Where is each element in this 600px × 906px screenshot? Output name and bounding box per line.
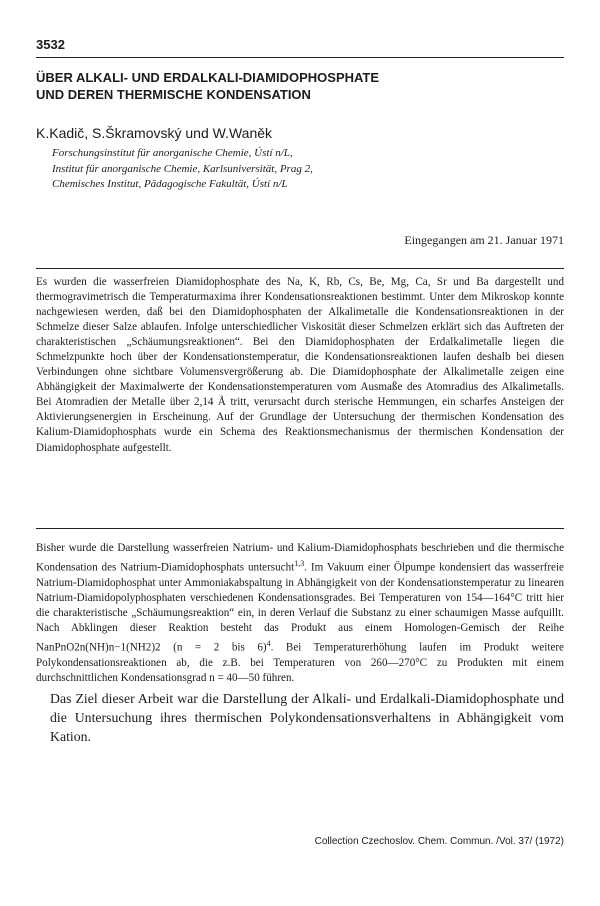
abstract-text: Es wurden die wasserfreien Diamidophosphate des Na, K, Rb, Cs, Be, Mg, Ca, Sr und Ba dargestellt und thermogravimetrisch die Temperaturmaxima ihrer Kondensationsreaktionen bestimmt. Unter dem Mikroskop konnte nachgewiesen werden, daß bei den Diamidophosphaten der Alkalimetalle die Kondensationsreaktionen in der Schmelze dieser Salze ablaufen. Infolge unterschiedlicher Viskosität dieser Schmelzen erklärt sich das Auftreten der charakteristischen „Schäumungsreaktionen“. Bei den Diamidophosphaten der Erdalkalimetalle liegen die Schmelzpunkte hoch über der Kondensationstemperatur, die Kondensationsreaktionen laufen deshalb bei diesen Verbindungen ohne sichtbare Volumensvergrößerung ab. Die Diamidophosphate der Alkalimetalle zeigen eine Abhängigkeit der Maximalwerte der Kondensationstemperaturen vom Ausmaße des Atomradius des Alkalimetalls. Bei Atomradien der Metalle über 2,14 Å tritt, verursacht durch sterische Hemmungen, ein scharfes Ansteigen der Aktivierungsenergien in Erscheinung. Auf der Grundlage der Untersuchung der thermischen Kondensation des Kalium-Diamidophosphats wurde ein Schema des Reaktionsmechanismus der thermischen Kondensation der Diamidophosphate aufgestellt. xyxy=(36,276,564,454)
chemical-formula: NanPnO2n(NH)n−1(NH2)2 xyxy=(36,641,161,654)
paragraph-text: Das Ziel dieser Arbeit war die Darstellung der Alkali- und Erdalkali-Diamidophosphate und die Untersuchung ihres thermischen Polykondensationsverhaltens in Abhängigkeit vom Kation. xyxy=(50,691,564,744)
abstract-rule-bottom xyxy=(36,528,564,529)
received-date: Eingegangen am 21. Januar 1971 xyxy=(404,233,564,247)
reference-superscript: 4 xyxy=(266,638,271,648)
body-paragraph-2 xyxy=(50,689,564,746)
header-rule xyxy=(36,57,564,58)
article-title xyxy=(36,69,566,103)
abstract-rule-top xyxy=(36,268,564,269)
author-list: K.Kadič, S.Škramovský und W.Waněk xyxy=(36,125,273,141)
reference-superscript: 1,3 xyxy=(294,559,305,569)
paragraph-text: Bisher wurde die Darstellung wasserfreien Natrium- und Kalium-Diamidophosphats beschrieben und die thermische Kondensation des Natrium-Diamidophosphats untersucht$^{1,3}$. Im Vakuum einer Ölpumpe kondensiert das wasserfreie Natrium-Diamidophosphat unter Ammoniakabspaltung in Abhängigkeit von der Kondensationstemperatur zu linearen Natrium-Diamidopolyphosphaten verschiedenen Kondensationsgrades. Bei Temperaturen von 154—164°C tritt hier die charakteristische „Schäumungsreaktion“ ein, in deren Verlauf die Substanz zu einer schaumigen Masse aufquillt. Nach Abklingen dieser Reaktion besteht das Produkt aus einem Homologen-Gemisch der Reihe NanPnO2n(NH)n−1(NH2)2 (n = 2 bis 6)$^4$. Bei Temperaturerhöhung laufen im Produkt weitere Polykondensationsreaktionen ab, die z.B. bei Temperaturen von 260—270°C zu Produkten mit einem durchschnittlichen Kondensationsgrad n = 40—50 führen. xyxy=(36,542,564,684)
body-paragraph-1 xyxy=(36,541,564,686)
page-number: 3532 xyxy=(36,37,65,52)
affiliation: Institut für anorganische Chemie, Karlsuniversität, Prag 2, xyxy=(52,162,313,175)
title-line-1: ÜBER ALKALI- UND ERDALKALI-DIAMIDOPHOSPHATE xyxy=(36,70,380,85)
affiliation: Forschungsinstitut für anorganische Chemie, Ústí n/L, xyxy=(52,147,293,159)
affiliation: Chemisches Institut, Pädagogische Fakultät, Ústí n/L xyxy=(52,178,288,190)
abstract xyxy=(36,275,564,456)
title-line-2: UND DEREN THERMISCHE KONDENSATION xyxy=(36,87,311,102)
affiliations xyxy=(52,146,552,193)
journal-citation: Collection Czechoslov. Chem. Commun. /Vol. 37/ (1972) xyxy=(314,836,564,847)
